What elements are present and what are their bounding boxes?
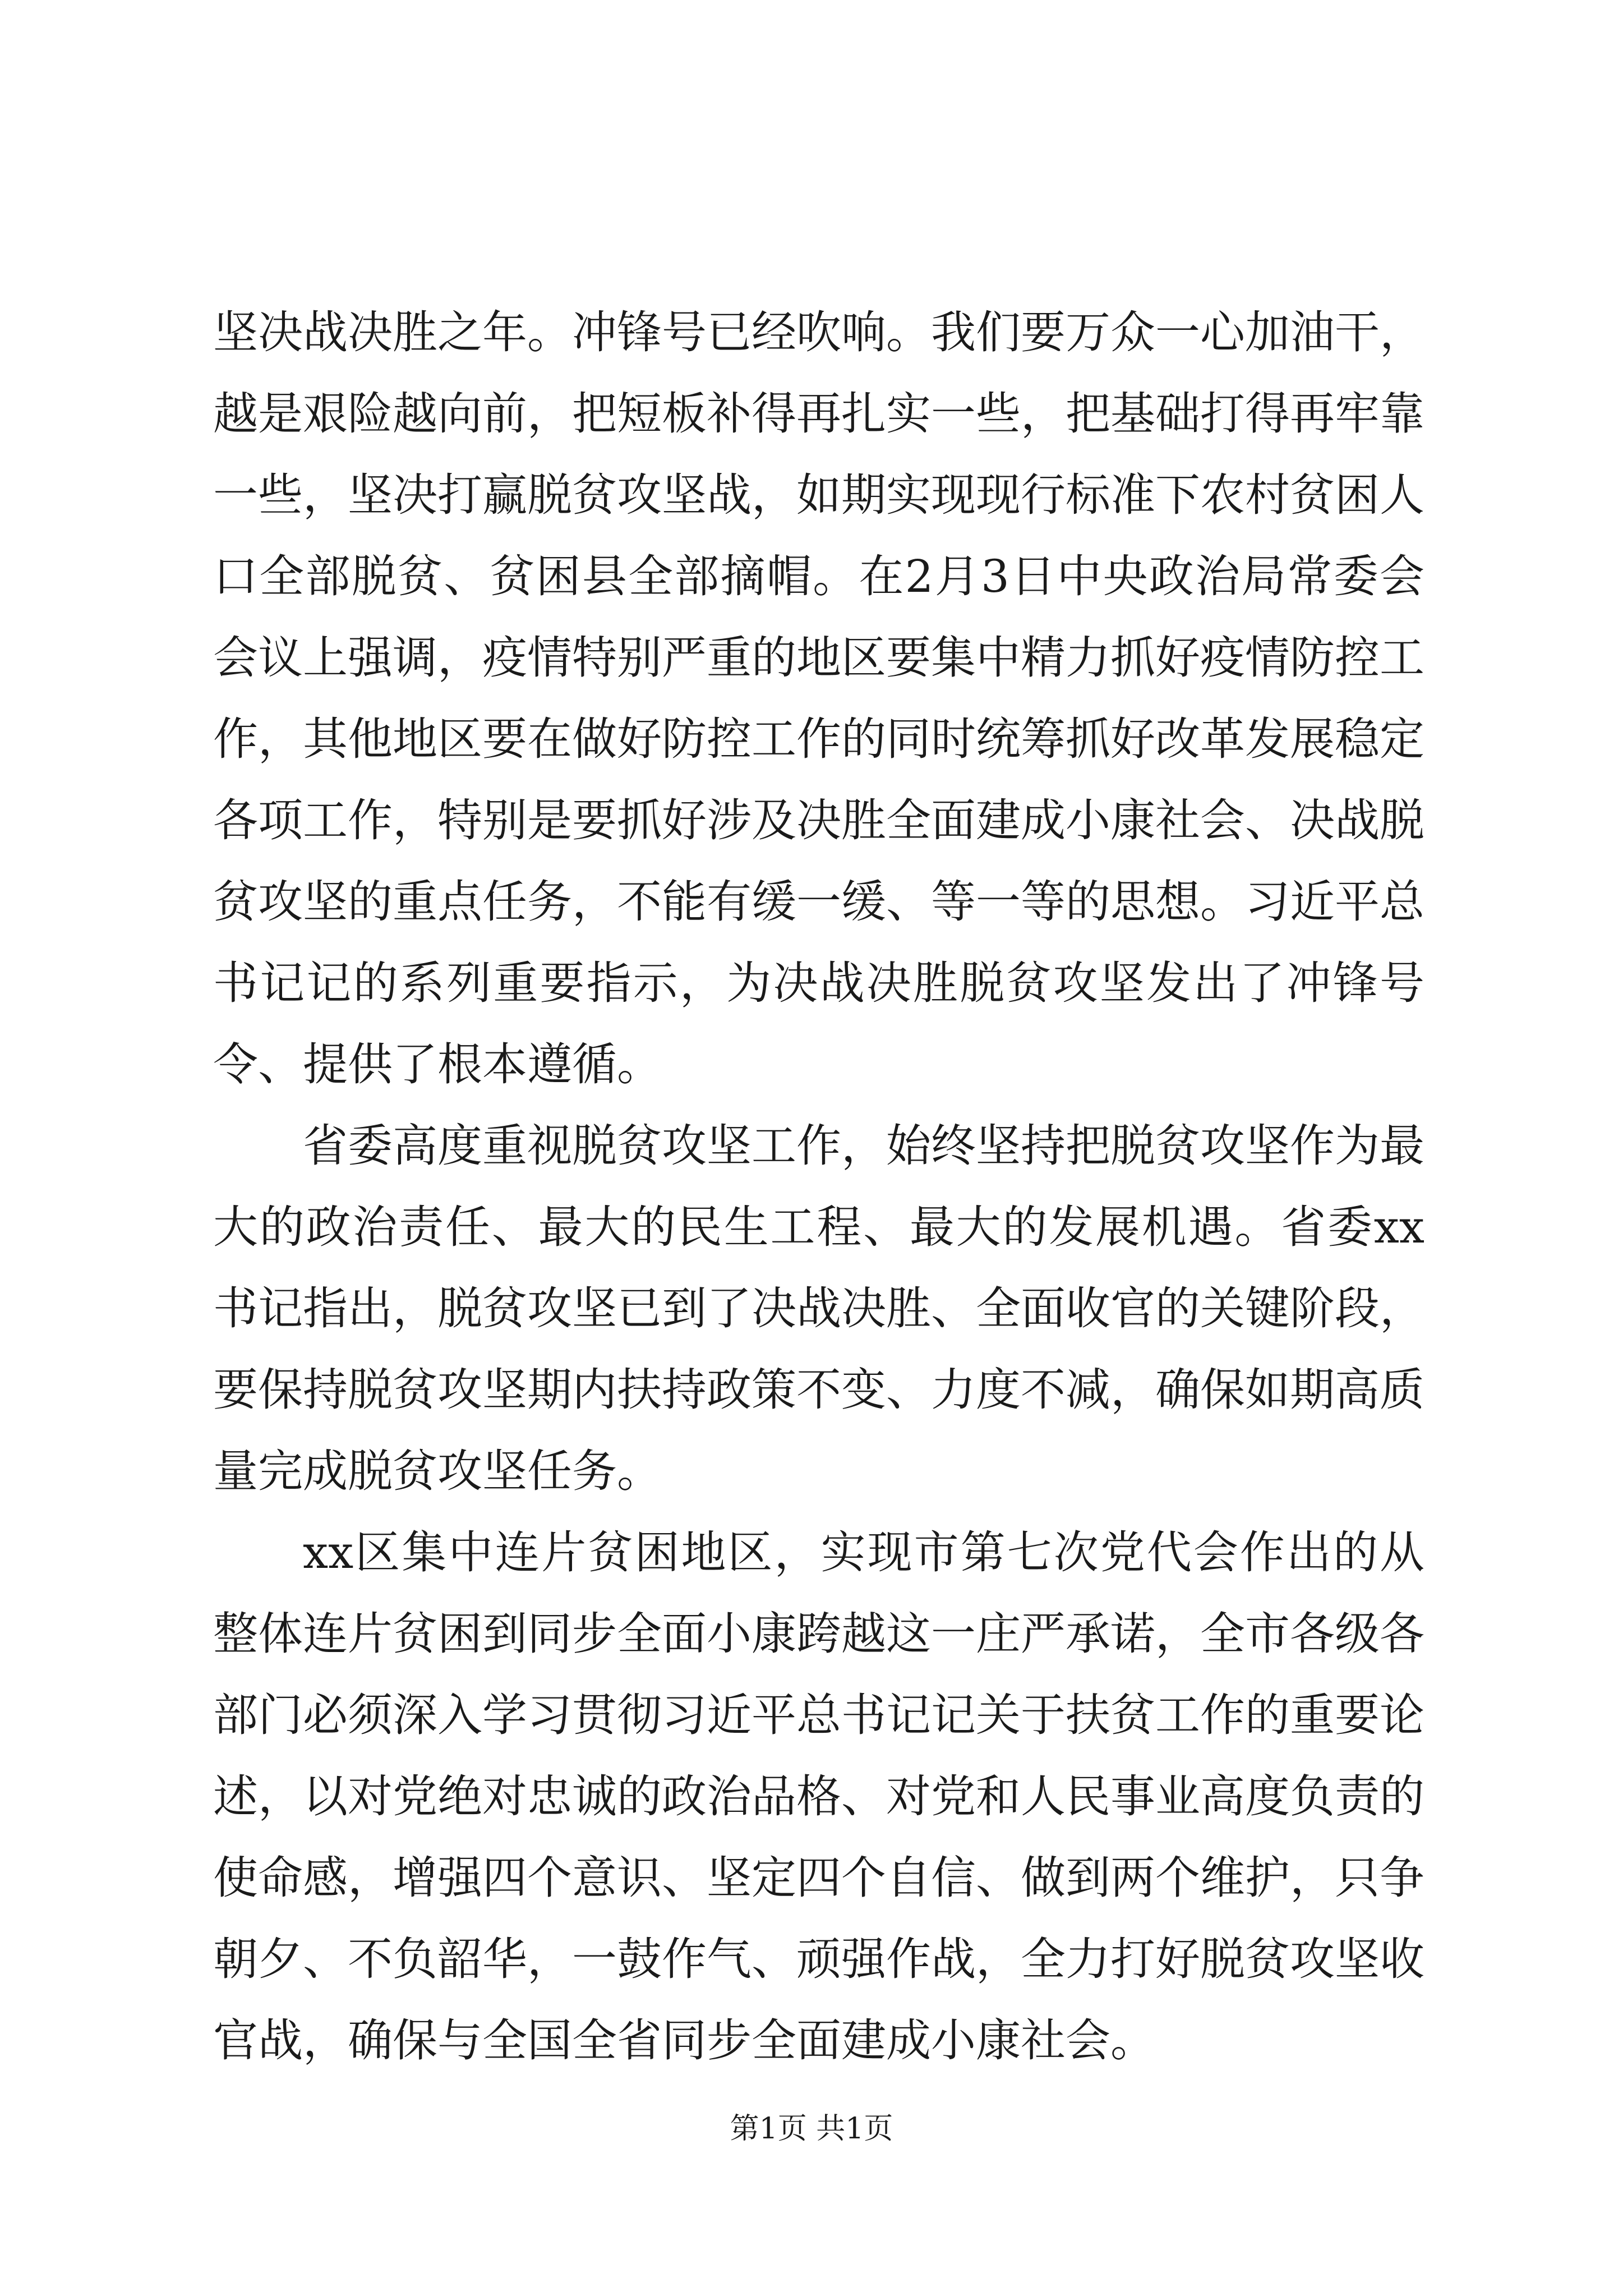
page-number-footer: 第1页 共1页 <box>730 2112 893 2146</box>
paragraph-3: xx区集中连片贫困地区，实现市第七次党代会作出的从整体连片贫困到同步全面小康跨越这一庄严承诺，全市各级各部门必须深入学习贯彻习近平总书记记关于扶贫工作的重要论述，以对党绝对忠诚的政治品格、对党和人民事业高度负责的使命感，增强四个意识、坚定四个自信、做到两个维护，只争朝夕、不负韶华，一鼓作气、顽强作战，全力打好脱贫攻坚收官战，确保与全国全省同步全面建成小康社会。 <box>213 1526 1424 2067</box>
paragraph-2: 省委高度重视脱贫攻坚工作，始终坚持把脱贫攻坚作为最大的政治责任、最大的民生工程、最大的发展机遇。省委xx书记指出，脱贫攻坚已到了决战决胜、全面收官的关键阶段，要保持脱贫攻坚期内扶持政策不变、力度不减，确保如期高质量完成脱贫攻坚任务。 <box>213 1120 1424 1497</box>
document-body <box>213 292 1424 2081</box>
paragraph-1: 坚决战决胜之年。冲锋号已经吹响。我们要万众一心加油干，越是艰险越向前，把短板补得再扎实一些，把基础打得再牢靠一些，坚决打赢脱贫攻坚战，如期实现现行标准下农村贫困人口全部脱贫、贫困县全部摘帽。在2月3日中央政治局常委会会议上强调，疫情特别严重的地区要集中精力抓好疫情防控工作，其他地区要在做好防控工作的同时统筹抓好改革发展稳定各项工作，特别是要抓好涉及决胜全面建成小康社会、决战脱贫攻坚的重点任务，不能有缓一缓、等一等的思想。习近平总书记记的系列重要指示，为决战决胜脱贫攻坚发出了冲锋号令、提供了根本遵循。 <box>213 306 1424 1091</box>
